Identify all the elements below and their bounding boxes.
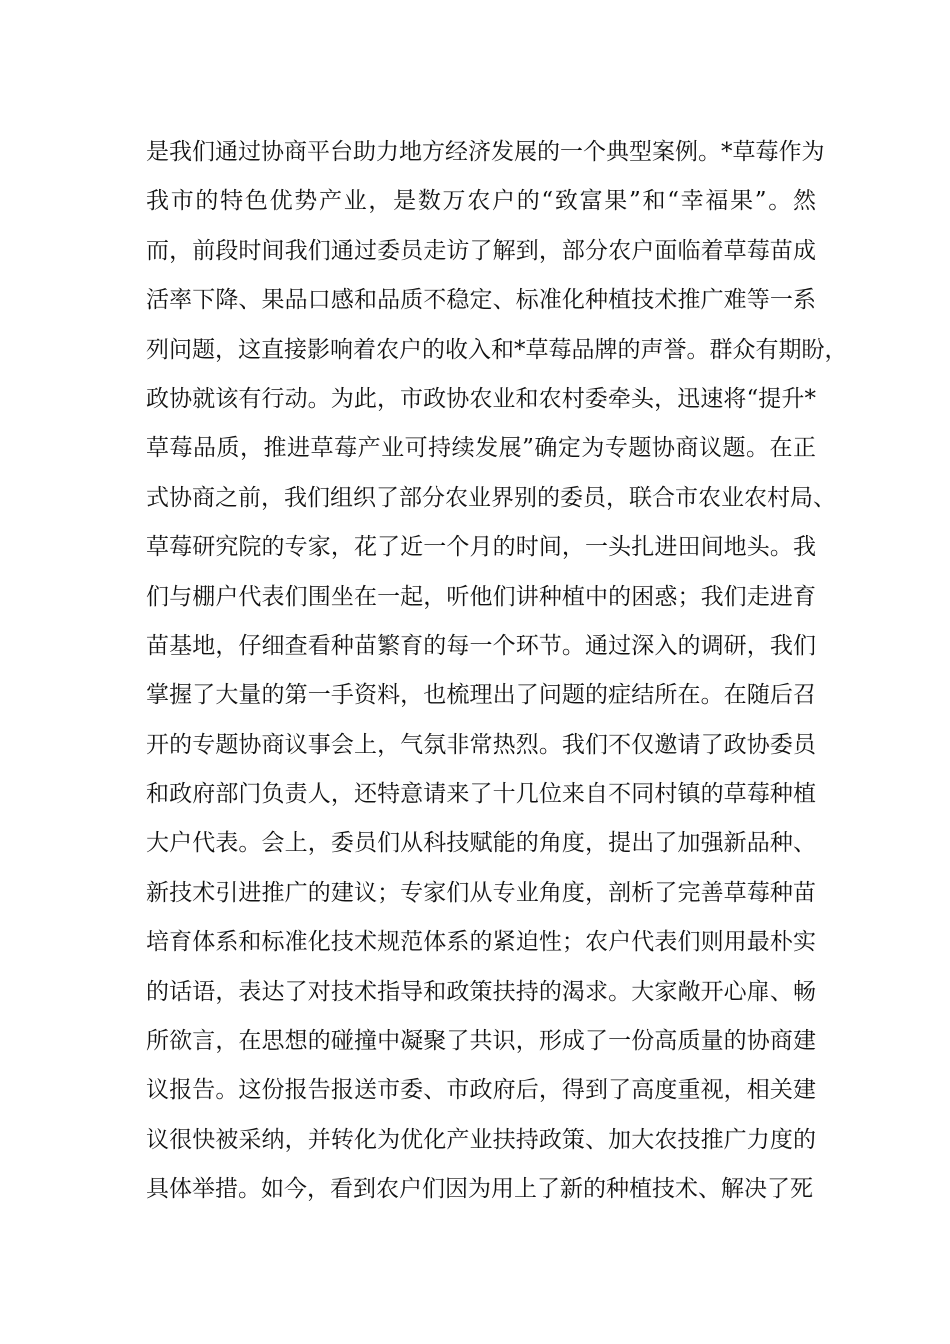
text-line: 议报告。这份报告报送市委、市政府后，得到了高度重视，相关建 <box>146 1077 816 1104</box>
text-line: 掌握了大量的第一手资料，也梳理出了问题的症结所在。在随后召 <box>146 682 816 709</box>
body-paragraph <box>146 128 848 1215</box>
text-line: 苗基地，仔细查看种苗繁育的每一个环节。通过深入的调研，我们 <box>146 632 816 659</box>
text-line: 政协就该有行动。为此，市政协农业和农村委牵头，迅速将“提升* <box>146 385 816 412</box>
text-line: 议很快被采纳，并转化为优化产业扶持政策、加大农技推广力度的 <box>146 1126 816 1153</box>
text-line: 草莓品质，推进草莓产业可持续发展”确定为专题协商议题。在正 <box>146 435 816 462</box>
text-line: 是我们通过协商平台助力地方经济发展的一个典型案例。*草莓作为 <box>146 139 825 165</box>
text-line: 们与棚户代表们围坐在一起，听他们讲种植中的困惑；我们走进育 <box>146 583 816 610</box>
text-line: 而，前段时间我们通过委员走访了解到，部分农户面临着草莓苗成 <box>146 237 816 264</box>
text-line: 的话语，表达了对技术指导和政策扶持的渴求。大家敞开心扉、畅 <box>146 978 816 1005</box>
text-line: 列问题，这直接影响着农户的收入和*草莓品牌的声誉。群众有期盼， <box>146 336 848 363</box>
text-line: 草莓研究院的专家，花了近一个月的时间，一头扎进田间地头。我 <box>146 534 816 561</box>
text-line: 式协商之前，我们组织了部分农业界别的委员，联合市农业农村局、 <box>146 484 836 511</box>
text-line: 培育体系和标准化技术规范体系的紧迫性；农户代表们则用最朴实 <box>146 929 816 956</box>
text-line: 所欲言，在思想的碰撞中凝聚了共识，形成了一份高质量的协商建 <box>146 1028 816 1055</box>
text-line: 活率下降、果品口感和品质不稳定、标准化种植技术推广难等一系 <box>146 287 816 314</box>
text-line: 新技术引进推广的建议；专家们从专业角度，剖析了完善草莓种苗 <box>146 879 816 906</box>
text-line: 和政府部门负责人，还特意请来了十几位来自不同村镇的草莓种植 <box>146 781 816 808</box>
text-line: 具体举措。如今，看到农户们因为用上了新的种植技术、解决了死 <box>146 1176 813 1203</box>
text-line: 我市的特色优势产业，是数万农户的“致富果”和“幸福果”。然 <box>146 188 816 215</box>
text-line: 开的专题协商议事会上，气氛非常热烈。我们不仅邀请了政协委员 <box>146 731 816 758</box>
text-line: 大户代表。会上，委员们从科技赋能的角度，提出了加强新品种、 <box>146 830 816 857</box>
